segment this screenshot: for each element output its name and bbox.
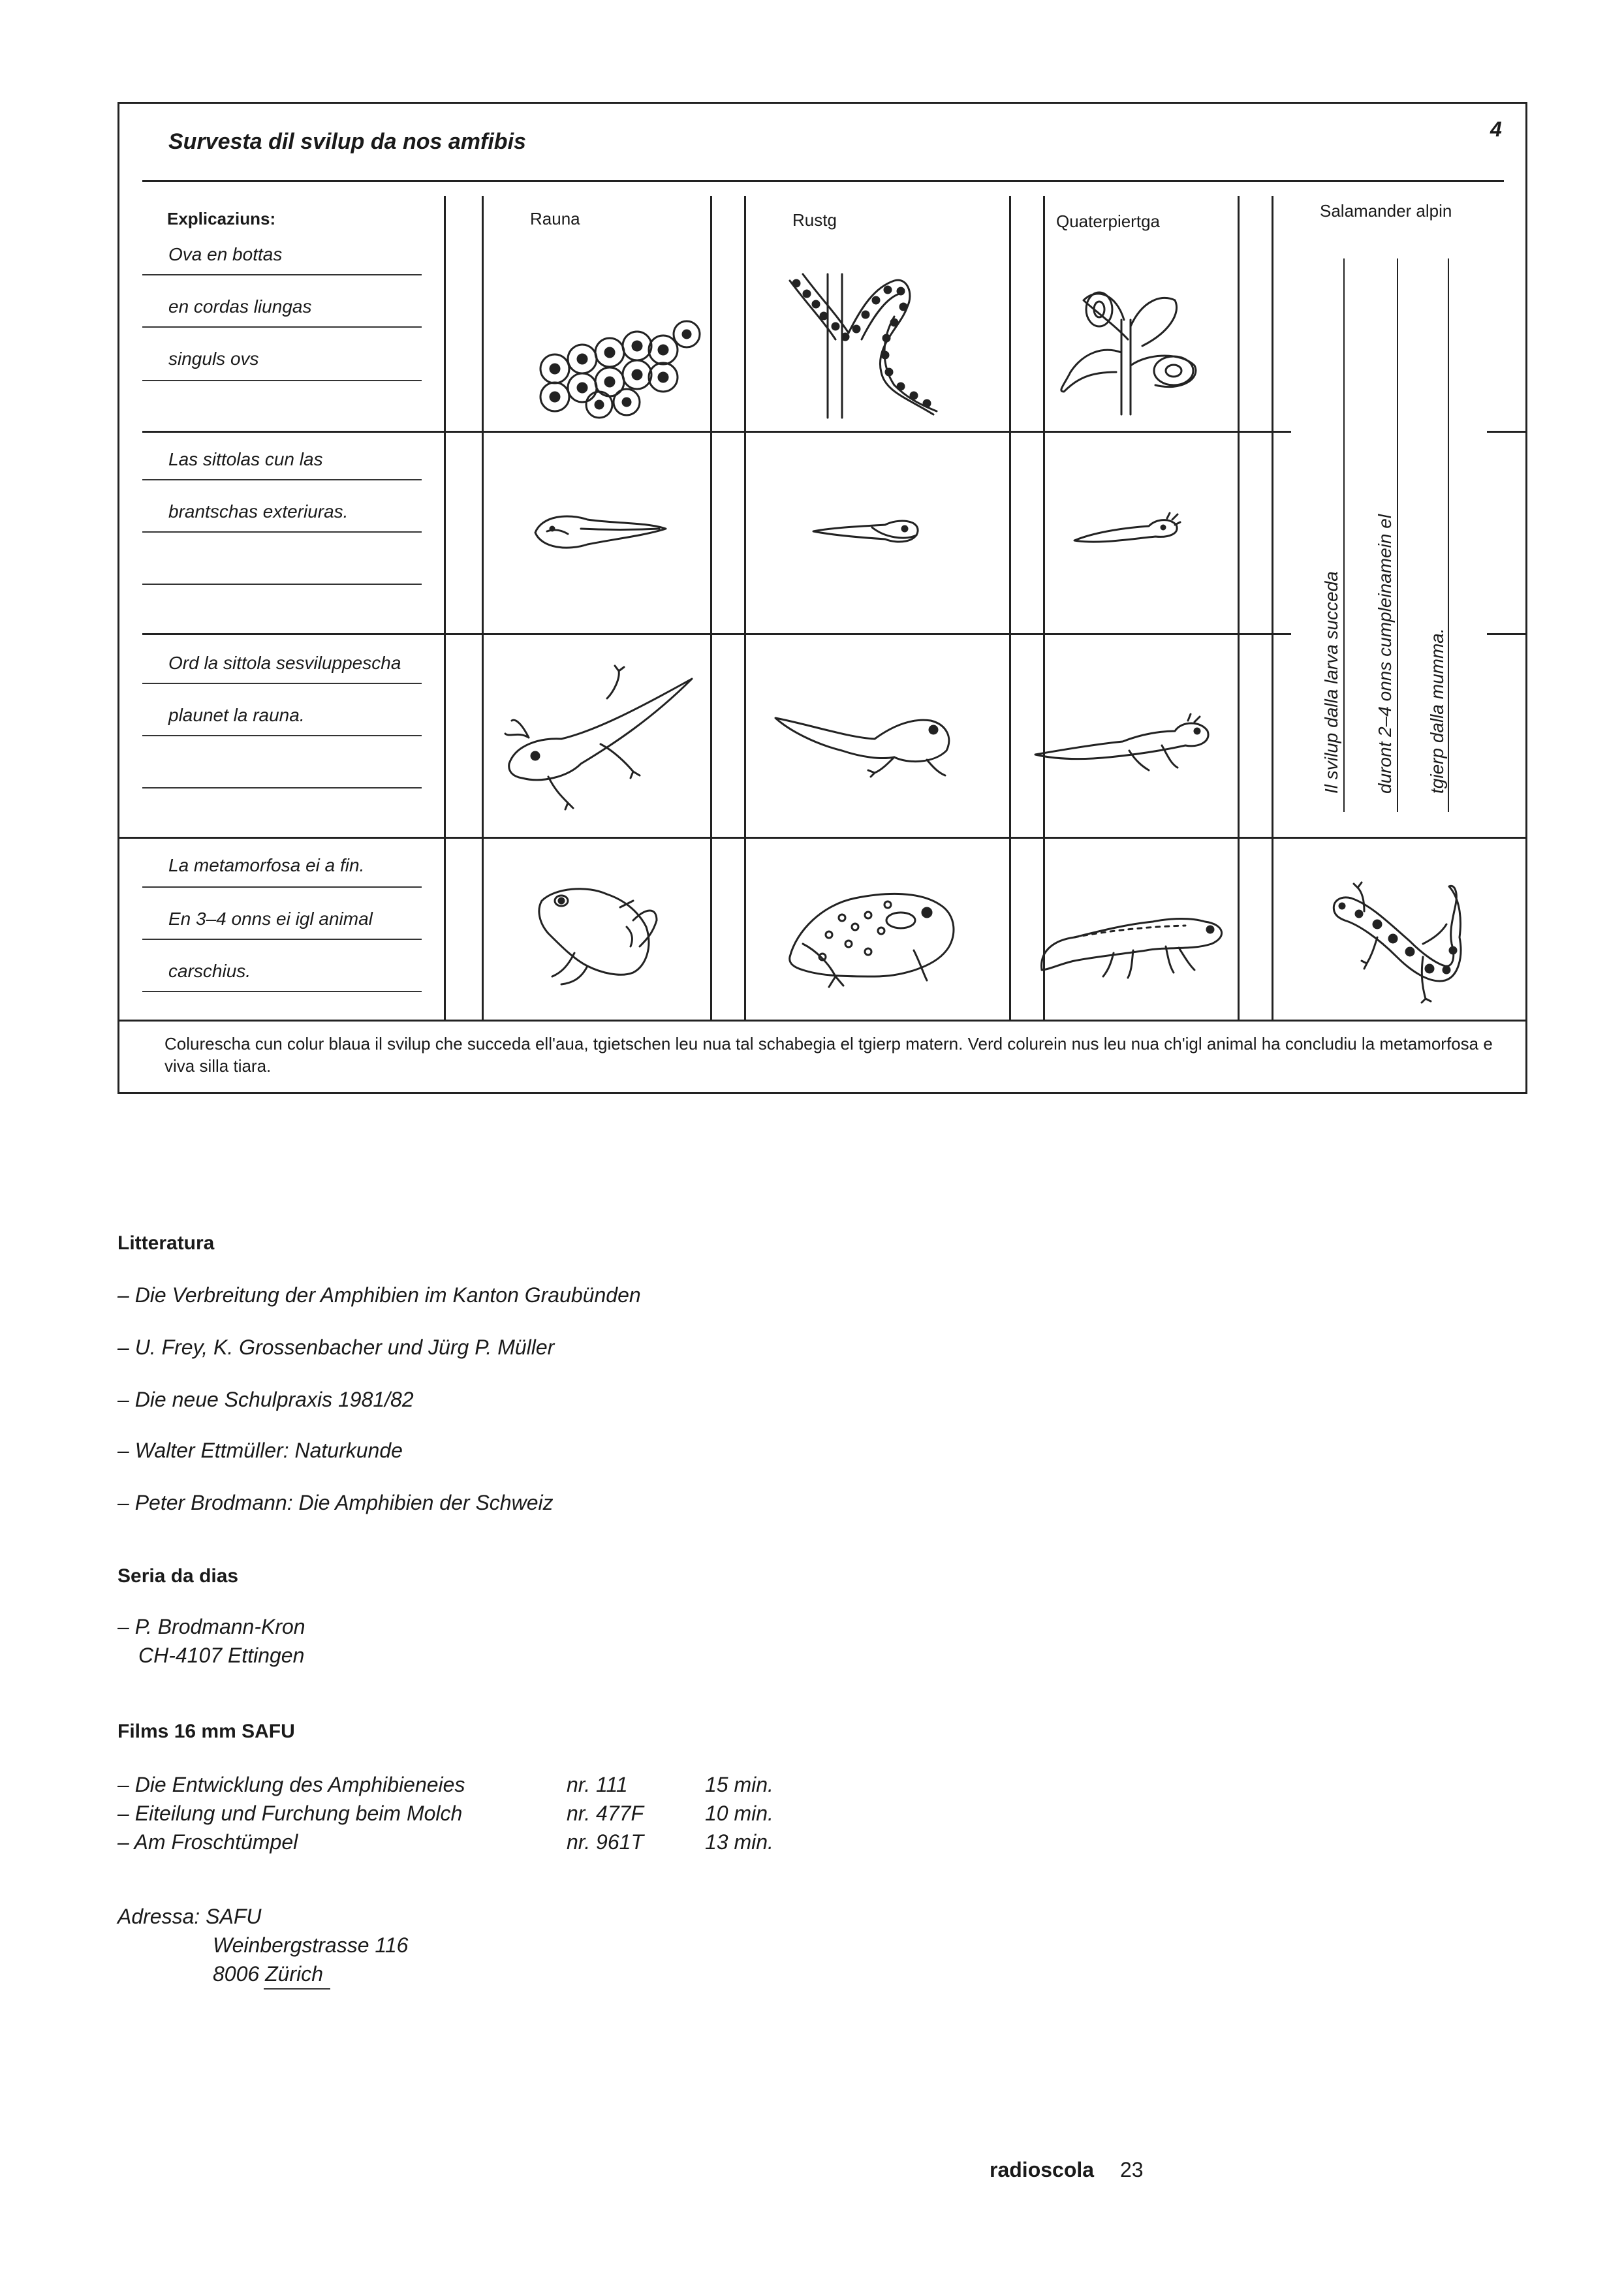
- explanation-line: Ova en bottas: [168, 244, 283, 264]
- table-title: Survesta dil svilup da nos amfibis: [168, 129, 526, 154]
- explanation-rule: [142, 787, 422, 788]
- literatura-item: – Peter Brodmann: Die Amphibien der Schweiz: [117, 1491, 554, 1514]
- explanation-rule: [142, 531, 422, 533]
- address-label: Adressa: SAFU: [117, 1905, 262, 1928]
- row-divider: [142, 431, 1291, 433]
- address-city: 8006 Zürich: [213, 1962, 323, 1986]
- salamander-note: tgierp dalla mumma.: [1427, 628, 1447, 794]
- address-underline: [264, 1988, 330, 1990]
- column-divider: [1009, 196, 1011, 1021]
- film-title: – Am Froschtümpel: [117, 1830, 298, 1854]
- explanation-line: Ord la sittola sesviluppescha: [168, 653, 401, 673]
- films-heading: Films 16 mm SAFU: [117, 1721, 295, 1742]
- salamander-note: duront 2–4 onns cumpleinamein el: [1375, 514, 1395, 794]
- toad-icon: [783, 879, 960, 990]
- explanation-rule: [142, 274, 422, 275]
- explanation-line: La metamorfosa ei a fin.: [168, 855, 365, 875]
- salamander-guide-line: [1343, 258, 1345, 812]
- newt-larva-icon: [1070, 509, 1181, 555]
- literatura-item: – Walter Ettmüller: Naturkunde: [117, 1439, 403, 1462]
- column-divider: [1272, 196, 1273, 1021]
- explanation-line: Las sittolas cun las: [168, 449, 323, 469]
- film-title: – Eiteilung und Furchung beim Molch: [117, 1802, 463, 1825]
- table-footnote: Colurescha cun colur blaua il svilup che succeda ell'aua, tgietschen leu nua tal schabegia el tgierp matern. Verd colurein nus leu nua ch'igl animal ha concludiu la metamorfosa e viva silla tiara.: [164, 1034, 1493, 1076]
- film-title: – Die Entwicklung des Amphibieneies: [117, 1773, 465, 1796]
- literatura-item: – U. Frey, K. Grossenbacher und Jürg P. Müller: [117, 1335, 555, 1359]
- explanation-rule: [142, 991, 422, 992]
- explanation-rule: [142, 886, 422, 888]
- row-divider: [1487, 633, 1526, 635]
- toad-tadpole-icon: [807, 512, 924, 551]
- row-divider: [117, 837, 1527, 839]
- column-header-rauna: Rauna: [530, 209, 580, 228]
- title-divider: [142, 180, 1504, 182]
- film-number: nr. 961T: [567, 1830, 644, 1854]
- newt-eggs-icon: [1051, 281, 1208, 418]
- explanation-rule: [142, 479, 422, 480]
- explanation-line: brantschas exteriuras.: [168, 501, 349, 522]
- explanation-rule: [142, 939, 422, 940]
- explanation-line: En 3–4 onns ei igl animal: [168, 909, 373, 929]
- column-divider: [1043, 196, 1045, 1021]
- toad-metamorph-icon: [770, 705, 960, 777]
- newt-larva-legs-icon: [1031, 711, 1214, 777]
- salamander-note: Il svilup dalla larva succeda: [1321, 571, 1341, 794]
- table-number: 4: [1490, 117, 1502, 141]
- row-divider: [142, 633, 1291, 635]
- explanation-rule: [142, 735, 422, 736]
- tadpole-icon: [529, 509, 672, 555]
- literatura-heading: Litteratura: [117, 1232, 215, 1254]
- row-divider: [117, 1020, 1527, 1022]
- explanation-rule: [142, 380, 422, 381]
- film-duration: 10 min.: [705, 1802, 773, 1825]
- toad-egg-strings-icon: [783, 268, 946, 424]
- column-divider: [744, 196, 746, 1021]
- dias-heading: Seria da dias: [117, 1565, 239, 1587]
- explanation-line: plaunet la rauna.: [168, 705, 305, 725]
- frog-metamorph-icon: [503, 666, 698, 809]
- column-divider: [710, 196, 712, 1021]
- explanation-rule: [142, 683, 422, 684]
- film-number: nr. 111: [567, 1773, 628, 1796]
- row-divider: [1487, 431, 1526, 433]
- column-header-rustg: Rustg: [792, 210, 837, 230]
- address-street: Weinbergstrasse 116: [213, 1933, 409, 1957]
- explanation-line: en cordas liungas: [168, 296, 312, 317]
- salamander-guide-line: [1448, 258, 1449, 812]
- explanation-line: singuls ovs: [168, 349, 259, 369]
- salamander-icon: [1325, 879, 1469, 1003]
- literatura-item: – Die neue Schulpraxis 1981/82: [117, 1388, 414, 1411]
- newt-icon: [1035, 898, 1231, 983]
- column-header-quaterpiertga: Quaterpiertga: [1056, 211, 1160, 231]
- dias-line: CH-4107 Ettingen: [138, 1644, 305, 1667]
- column-header-salamander: Salamander alpin: [1320, 201, 1452, 221]
- frog-icon: [535, 881, 659, 986]
- publication-name: radioscola: [990, 2158, 1095, 2181]
- film-number: nr. 477F: [567, 1802, 644, 1825]
- explanation-header: Explicaziuns:: [167, 209, 276, 228]
- salamander-guide-line: [1397, 258, 1398, 812]
- dias-line: – P. Brodmann-Kron: [117, 1615, 305, 1638]
- explanation-rule: [142, 326, 422, 328]
- frog-eggs-icon: [535, 307, 705, 424]
- page-number: 23: [1120, 2158, 1144, 2181]
- column-divider: [482, 196, 484, 1021]
- explanation-line: carschius.: [168, 961, 251, 981]
- literatura-item: – Die Verbreitung der Amphibien im Kanton Graubünden: [117, 1283, 641, 1307]
- film-duration: 13 min.: [705, 1830, 773, 1854]
- column-divider: [444, 196, 446, 1021]
- film-duration: 15 min.: [705, 1773, 773, 1796]
- explanation-rule: [142, 584, 422, 585]
- column-divider: [1238, 196, 1240, 1021]
